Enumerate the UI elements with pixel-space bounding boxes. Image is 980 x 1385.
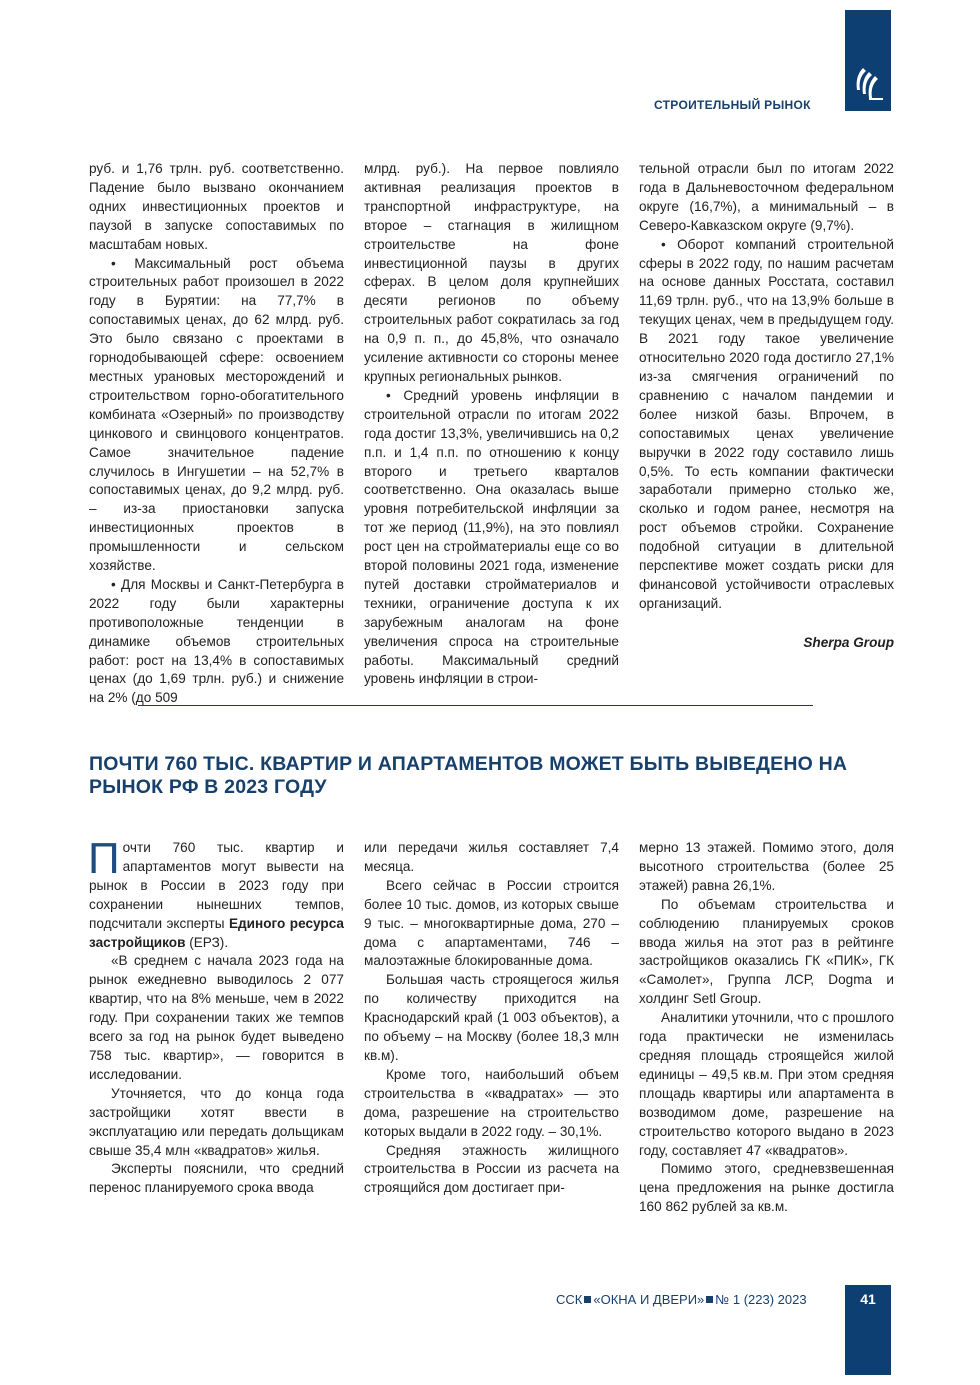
- publisher-logo-icon: [851, 66, 885, 104]
- square-bullet-icon: [584, 1296, 591, 1303]
- section-label: СТРОИТЕЛЬНЫЙ РЫНОК: [654, 98, 811, 112]
- article2-column-2: [364, 839, 619, 1198]
- paragraph: Большая часть строящегося жилья по количеству приходится на Краснодарский край (1 003 объектов), а по объему – на Москву (более 18,3 млн кв.м).: [364, 972, 619, 1063]
- paragraph: Средняя этажность жилищного строительства в России из расчета на строящийся дом достигает при-: [364, 1142, 619, 1196]
- dropcap: П: [88, 834, 120, 883]
- paragraph: или передачи жилья составляет 7,4 месяца.: [364, 840, 619, 874]
- footer-publication: ССК «ОКНА И ДВЕРИ» № 1 (223) 2023: [556, 1292, 807, 1307]
- paragraph: Всего сейчас в России строится более 10 тыс. домов, из которых свыше 9 тыс. – многоквартирные дома, 270 – дома с апартаментами, 746 – малоэтажные блокированные дома.: [364, 877, 619, 969]
- paragraph: Помимо этого, средневзвешенная цена предложения на рынке достигла 160 862 рублей за кв.м.: [639, 1161, 894, 1215]
- header-tab: [845, 10, 891, 111]
- paragraph: По объемам строительства и соблюдению планируемых сроков ввода жилья на этот раз в рейтинге застройщиков оказались ГК «ПИК», ГК «Самолет», Группа ЛСР, Dogma и холдинг Setl Group.: [639, 896, 894, 1007]
- paragraph: Уточняется, что до конца года застройщики хотят ввести в эксплуатацию или передать дольщикам свыше 35,4 млн «квадратов» жилья.: [89, 1085, 344, 1158]
- article2-column-1: [88, 834, 344, 1198]
- article1-column-2: [364, 160, 619, 689]
- paragraph: млрд. руб.). На первое повлияло активная реализация проектов в транспортной инфраструктуре, на второе – стагнация в жилищном строительстве на фоне инвестиционной паузы в других сферах. В целом доля крупнейших десяти регионов по объему строительных работ сократилась за год на 0,9 п. п., до 45,8%, что означало усиление активности со стороны менее крупных региональных рынков.: [364, 161, 619, 384]
- article-signature: Sherpa Group: [803, 634, 894, 650]
- paragraph: • Оборот компаний строительной сферы в 2022 году, по нашим расчетам на основе данных Росстата, составил 11,69 трлн. руб., что на 13,9% больше в текущих ценах, чем в предыдущем году. В 2021 году такое увеличение относительно 2020 года достигло 27,1% из-за смягчения ограничений по сравнению с началом пандемии и более низкой базы. Впрочем, в сопоставимых ценах увеличение выручки в 2022 году составило лишь 0,5%. То есть компании фактически заработали примерно столько же, сколько и годом ранее, несмотря на рост объемов стройки. Сохранение подобной ситуации в длительной перспективе может создать риски для финансовой устойчивости отраслевых организаций.: [639, 236, 894, 611]
- page-number: 41: [860, 1291, 876, 1307]
- paragraph: Эксперты пояснили, что средний перенос планируемого срока ввода: [89, 1161, 344, 1196]
- article-headline: ПОЧТИ 760 ТЫС. КВАРТИР И АПАРТАМЕНТОВ МОЖЕТ БЫТЬ ВЫВЕДЕНО НА РЫНОК РФ В 2023 ГОДУ: [89, 753, 848, 798]
- paragraph: Кроме того, наибольший объем строительства в «квадратах» — это дома, разрешение на строительство которых выдали в 2022 году. – 30,1%.: [364, 1066, 619, 1139]
- paragraph: тельной отрасли был по итогам 2022 года в Дальневосточном федеральном округе (16,7%), а минимальный – в Северо-Кавказском округе (9,7%).: [639, 161, 894, 233]
- square-bullet-icon: [706, 1296, 713, 1303]
- paragraph: Аналитики уточнили, что с прошлого года практически не изменилась средняя площадь строящейся жилой единицы – 49,5 кв.м. При этом средняя площадь квартиры или апартамента в возводимом доме, разрешение на строительство которого выдано в 2023 году, составляет 47 «квадратов».: [639, 1010, 894, 1158]
- paragraph: мерно 13 этажей. Помимо этого, доля высотного строительства (более 25 этажей) равна 26,1%.: [639, 840, 894, 893]
- paragraph: • Максимальный рост объема строительных работ произошел в 2022 году в Бурятии: на 77,7% в сопоставимых ценах, до 62 млрд. руб. Это было связано с проектами в горнодобывающей сфере: освоением местных урановых месторождений и строительством горно-обогатительного комбината «Озерный» по производству цинкового и свинцового концентратов. Самое значительное падение случилось в Ингушетии – на 52,7% в сопоставимых ценах, до 9,2 млрд. руб. – из-за приостановки запуска инвестиционных проектов в промышленности и сельском хозяйстве.: [89, 255, 344, 574]
- article1-column-1: [89, 160, 344, 708]
- article1-column-3: [639, 160, 894, 653]
- article2-column-3: [639, 839, 894, 1217]
- source-name: Единого ресурса застройщиков: [89, 915, 344, 950]
- paragraph: • Для Москвы и Санкт-Петербурга в 2022 году были характерны противоположные тенденции в динамике объемов строительных работ: рост на 13,4% в сопоставимых ценах (до 1,69 трлн. руб.) и снижение на 2% (до 509: [89, 576, 344, 706]
- paragraph: • Средний уровень инфляции в строительной отрасли по итогам 2022 года достиг 13,3%, увеличившись на 0,2 п.п. и 1,4 п.п. по отношению к концу второго и третьего кварталов соответственно. Она оказалась выше уровня потребительской инфляции за тот же период (11,9%), на это повлиял рост цен на стройматериалы еще со во второй половины 2021 года, изменение путей доставки стройматериалов и техники, ограничение доступа к их зарубежным аналогам на фоне увеличения спроса на строительные работы. Максимальный средний уровень инфляции в строи-: [364, 387, 619, 687]
- section-divider: [138, 705, 813, 706]
- paragraph: руб. и 1,76 трлн. руб. соответственно. Падение было вызвано окончанием одних инвестиционных проектов и паузой в запуске сопоставимых по масштабам новых.: [89, 161, 344, 252]
- footer-tab: [845, 1285, 891, 1375]
- lead-paragraph: Почти 760 тыс. квартир и апартаментов могут вывести на рынок в России в 2023 году при сохранении нынешних темпов, подсчитали эксперты Единого ресурса застройщиков (ЕРЗ).: [88, 834, 344, 950]
- paragraph: «В среднем с начала 2023 года на рынок ежедневно выводилось 2 077 квартир, что на 8% меньше, чем в 2022 году. При сохранении таких же темпов всего за год на рынок будет выведено 758 тыс. квартир», — говорится в исследовании.: [89, 953, 344, 1082]
